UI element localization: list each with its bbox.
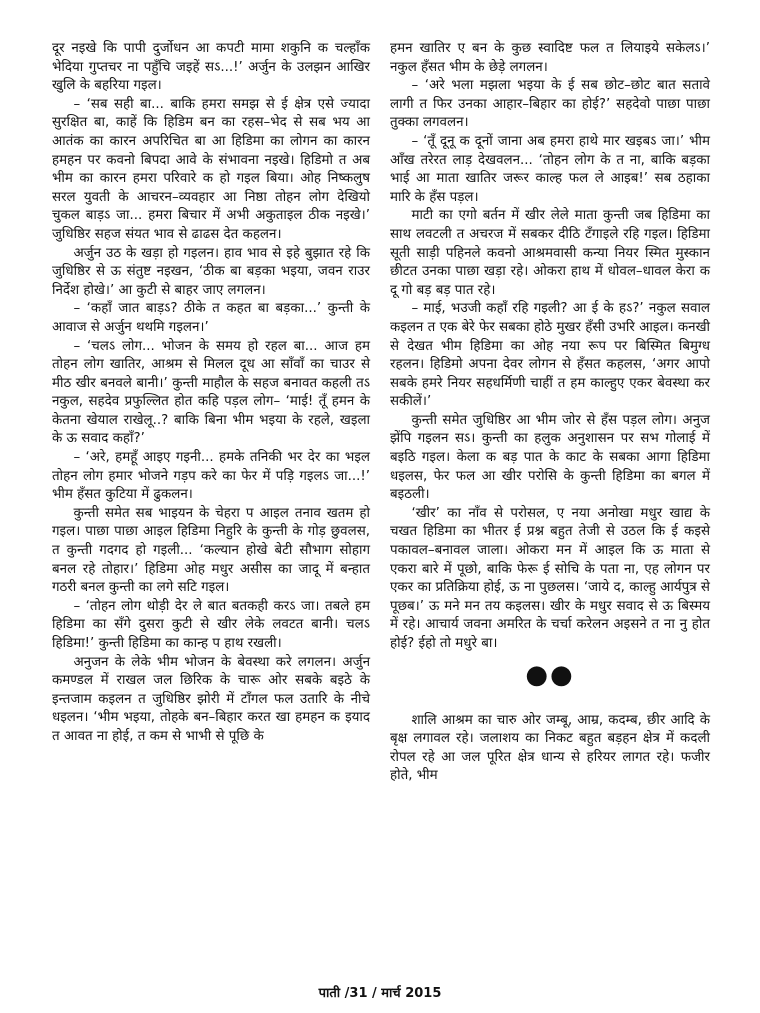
paragraph: – ‘अरे भला मझला भइया के ई सब छोट–छोट बात सतावे लागी त फिर उनका आहार–बिहार का होई?’ सहदेवो पाछा पाछा तुक्का लगवलन। (390, 78, 710, 131)
paragraph: ‘खीर’ का नाँव से परोसल, ए नया अनोखा मधुर खाद्य के चखत हिडिमा का भीतर ई प्रश्न बहुत तेजी से उठल कि ई कइसे पकावल–बनावल जाला। ओकरा मन में आइल कि ऊ माता से एकरा बारे में पूछो, बाकि फेरू ई सोचि के पता ना, एह लोगन पर एकर का प्रतिक्रिया होई, ऊ ना पुछलस। ‘जाये द, काल्हु आर्यपुत्र से पूछब।’ ऊ मने मन तय कइलस। खीर के मधुर सवाद से ऊ बिस्मय में रहे। आचार्य जवना अमरित के चर्चा करेलन अइसने त ना नु होत होई? ईहो तो मधुरे बा। (390, 505, 710, 651)
paragraph: शालि आश्रम का चारु ओर जम्बू, आम्र, कदम्ब, छीर आदि के बृक्ष लगावल रहे। जलाशय का निकट बहुत बड़हन क्षेत्र में कदली रोपल रहे आ जल पूरित क्षेत्र धान्य से हरियर लागत रहे। फजीर होते, भीम (390, 712, 710, 784)
paragraph: माटी का एगो बर्तन में खीर लेले माता कुन्ती जब हिडिमा का साथ लवटली त अचरज में सबकर दीठि टँगाइले रहि गइल। हिडिमा सूती साड़ी पहिनले कवनो आश्रमवासी कन्या नियर स्मित मुस्कान छीटत उनका पाछा खड़ा रहे। ओकरा हाथ में धोवल–धावल केरा क दू गो बड़ बड़ पात रहे। (390, 208, 710, 298)
section-divider: ●● (525, 659, 575, 690)
paragraph: अनुजन के लेके भीम भोजन के बेवस्था करे लगलन। अर्जुन कमण्डल में राखल जल छिरिक के चारू ओर सबके बइठे के इन्तजाम कइलन त जुधिष्ठिर झोरी में टाँगल फल उतारि के नीचे धइलन। ‘भीम भइया, तोहके बन–बिहार करत खा हमहन क इयाद त आवत ना होई, त कम से भाभी से पूछि के (52, 654, 370, 744)
paragraph: – ‘सब सही बा... बाकि हमरा समझ से ई क्षेत्र एसे ज्यादा सुरक्षित बा, काहें कि हिडिम बन का रहस–भेद से सब भय आ आतंक का कारन अपरिचित बा आ हिडिमा का लोगन का कारन हमहन पर कवनो बिपदा आवे के संभावना नइखे। हिडिमो त अब भीम का कारन हमरा परिवारे क हो गइल बिया। ओह निष्कलुष सरल युवती के आचरन–व्यवहार आ निष्ठा तोहन लोग देखियो चुकल बाड़ऽ जा... हमरा बिचार में अभी अकुताइल ठीक नइखे।’ जुधिष्ठिर सहज संयत भाव से ढाढस देत कहलन। (52, 96, 370, 242)
paragraph: हमन खातिर ए बन के कुछ स्वादिष्ट फल त लियाइये सकेलऽ।’ नकुल हँसत भीम के छेड़े लगलन। (390, 41, 710, 75)
paragraph: – ‘चलऽ लोग... भोजन के समय हो रहल बा... आज हम तोहन लोग खातिर, आश्रम से मिलल दूध आ साँवाँ का चाउर से मीठ खीर बनवले बानी।’ कुन्ती माहौल के सहज बनावत कहली तऽ नकुल, सहदेव प्रफुल्लित होत कहि पड़ल लोग– ‘माई! तूँ हमन के केतना खेयाल राखेलू..? बाकि बिना भीम भइया के रहले, खइला के ऊ सवाद कहाँ?’ (52, 338, 370, 447)
paragraph: – ‘तोहन लोग थोड़ी देर ले बात बतकही करऽ जा। तबले हम हिडिमा का सँगे दुसरा कुटी से खीर लेके लवटत बानी। चलऽ हिडिमा!’ कुन्ती हिडिमा का कान्ह प हाथ रखली। (52, 598, 370, 651)
page-footer: पाती /31 / मार्च 2015 (318, 986, 442, 1001)
right-column-main-text (390, 40, 710, 654)
paragraph: कुन्ती समेत सब भाइयन के चेहरा प आइल तनाव खतम हो गइल। पाछा पाछा आइल हिडिमा निहुरि के कुन्ती के गोड़ छुवलस, त कुन्ती गदगद हो गइली... ‘कल्यान होखे बेटी सौभाग सोहाग बनल रहे तोहार।’ हिडिमा ओह मधुर असीस का जादू में बन्हात गठरी बनल कुन्ती का लगे सटि गइल। (52, 505, 370, 596)
right-text-column (390, 40, 710, 786)
right-column-new-section (390, 712, 710, 786)
paragraph: कुन्ती समेत जुधिष्ठिर आ भीम जोर से हँस पड़ल लोग। अनुज झेंपि गइलन सऽ। कुन्ती का हलुक अनुशासन पर सभ गोलाई में बइठि गइल। केला क बड़ पात के काट के सबका आगा हिडिमा धइलस, फेर फल आ खीर परोसि के कुन्ती हिडिमा का बगल में बइठली। (390, 412, 710, 503)
paragraph: – ‘अरे, हमहूँ आइए गइनी... हमके तनिकी भर देर का भइल तोहन लोग हमार भोजने गड़प करे का फेर में पड़ि गइलऽ जा...!’ भीम हँसत कुटिया में ढुकलन। (52, 450, 370, 503)
paragraph: अर्जुन उठ के खड़ा हो गइलन। हाव भाव से इहे बुझात रहे कि जुधिष्ठिर से ऊ संतुष्ट नइखन, ‘ठीक बा बड़का भइया, जवन राउर निर्देश होखे।’ आ कुटी से बाहर जाए लगलन। (52, 245, 370, 298)
paragraph: – ‘कहाँ जात बाड़ऽ? ठीके त कहत बा बड़का...’ कुन्ती के आवाज से अर्जुन थथमि गइलन।’ (52, 301, 370, 335)
paragraph: दूर नइखे कि पापी दुर्जोधन आ कपटी मामा शकुनि क चल्हाँक भेदिया गुप्तचर ना पहुँचि जइहें सऽ...!’ अर्जुन के उलझन आखिर खुलि के बहरिया गइल। (52, 41, 370, 94)
paragraph: – ‘तूँ दूनू क दूनों जाना अब हमरा हाथे मार खइबऽ जा।’ भीम आँख तरेरत लाड़ देखवलन... ‘तोहन लोग के त ना, बाकि बड़का भाई आ माता खातिर जरूर काल्ह फल ले आइब!’ सब ठहाका मारि के हँस पड़ल। (390, 133, 710, 205)
paragraph: – माई, भउजी कहाँ रहि गइली? आ ई के हऽ?’ नकुल सवाल कइलन त एक बेरे फेर सबका होठे मुखर हँसी उभरि आइल। कनखी से देखत भीम हिडिमा का ओह नया रूप पर बिस्मित बिमुग्ध रहलन। हिडिमो अपना देवर लोगन से हँसत कहलस, ‘अगर आपो सबके हमरे नियर सहधर्मिणी चाहीं त हम काल्हुए एकर बेवस्था कर सकीलें।’ (390, 301, 710, 410)
left-text-column (52, 40, 370, 747)
